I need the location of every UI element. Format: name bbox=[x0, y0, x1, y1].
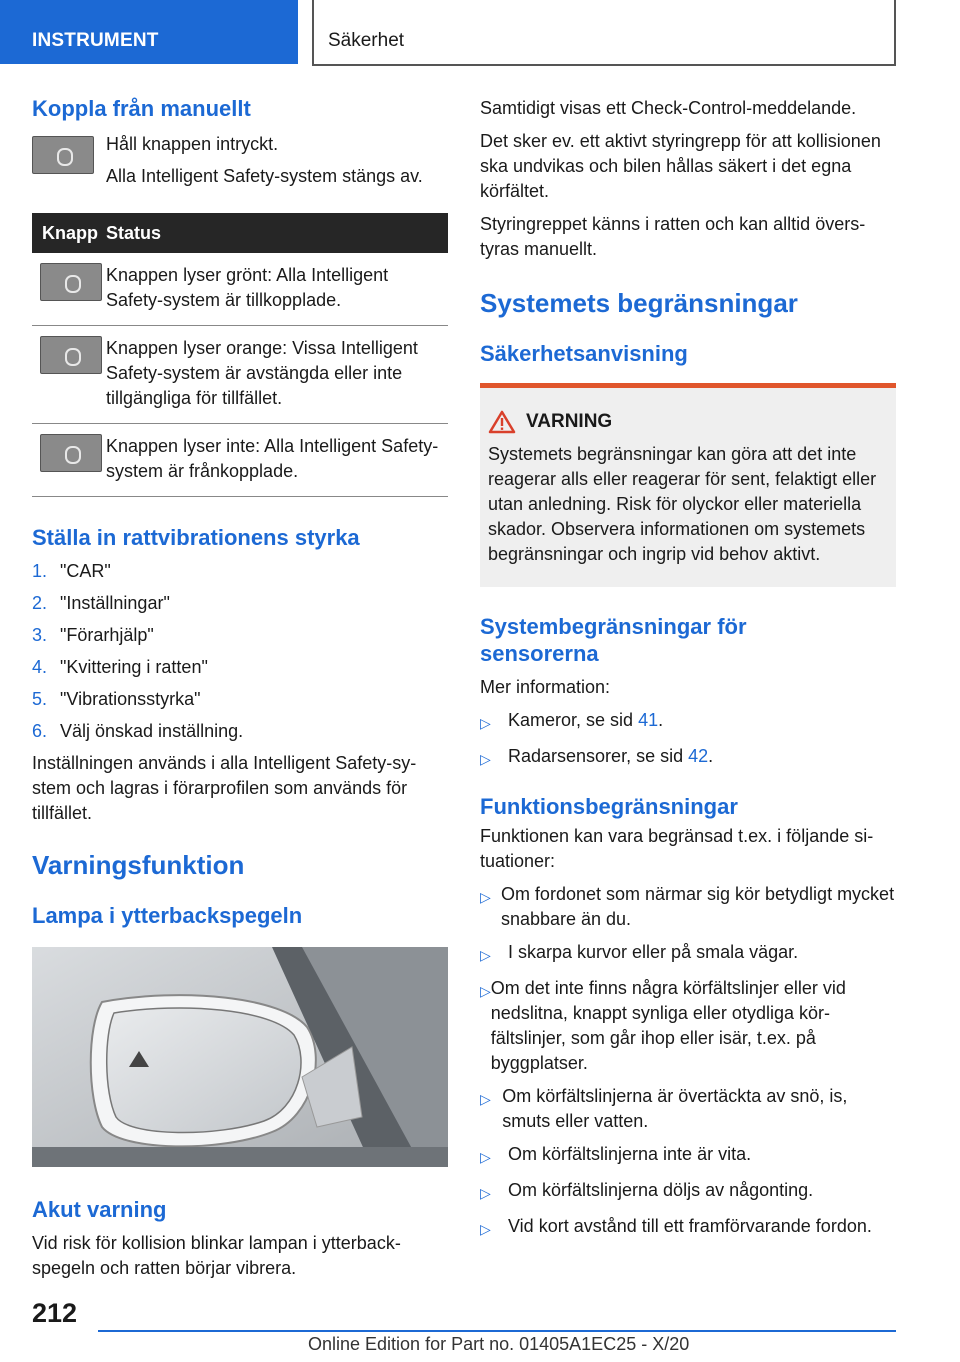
table-row bbox=[32, 424, 448, 497]
function-intro: Funktionen kan vara begränsad t.ex. i följande situationer: bbox=[480, 826, 874, 871]
sensor-list bbox=[480, 708, 896, 772]
mirror-illustration bbox=[32, 947, 448, 1167]
warning-title: VARNING bbox=[526, 411, 613, 432]
list-item: 4. "Kvittering i ratten" bbox=[32, 657, 208, 677]
paragraph: Styringreppet känns i ratten och kan alltid överstyras manuellt. bbox=[480, 214, 866, 259]
more-info: Mer information: bbox=[480, 677, 611, 697]
page-link[interactable]: 41 bbox=[638, 710, 659, 730]
list-item: ▷ Kameror, se sid 41. bbox=[480, 708, 896, 736]
function-list bbox=[480, 882, 896, 1242]
heading-safety-notice: Säkerhetsanvisning bbox=[480, 341, 688, 366]
bullet-triangle-icon: ▷ bbox=[480, 1221, 491, 1237]
col-header-status: Status bbox=[106, 213, 448, 253]
chapter-title: Säkerhet bbox=[312, 0, 896, 66]
heading-mirror-lamp: Lampa i ytterbackspegeln bbox=[32, 903, 303, 928]
acute-warning-text: Vid risk för kollision blinkar lampan i ytterbackspegeln och ratten börjar vibrera. bbox=[32, 1233, 401, 1278]
left-column bbox=[32, 96, 448, 1281]
list-item: 3. "Förarhjälp" bbox=[32, 625, 154, 645]
page-number: 212 bbox=[32, 1298, 78, 1328]
heading-system-limits: Systemets begränsningar bbox=[480, 288, 798, 318]
bullet-triangle-icon: ▷ bbox=[480, 947, 491, 963]
bullet-triangle-icon: ▷ bbox=[480, 1091, 491, 1107]
manual-line-2: Alla Intelligent Safety-system stängs av. bbox=[106, 166, 423, 186]
safety-button-icon bbox=[40, 263, 102, 301]
bullet-triangle-icon: ▷ bbox=[480, 715, 491, 731]
safety-button-icon bbox=[40, 434, 102, 472]
safety-button-icon bbox=[32, 136, 94, 174]
bullet-triangle-icon: ▷ bbox=[480, 751, 491, 767]
table-row bbox=[32, 326, 448, 424]
list-item: 1. "CAR" bbox=[32, 561, 111, 581]
status-cell: Knappen lyser grönt: Alla Intelligent Safety-system är tillkopplade. bbox=[106, 253, 448, 326]
bullet-triangle-icon: ▷ bbox=[480, 983, 491, 999]
heading-manual-off: Koppla från manuellt bbox=[32, 96, 251, 121]
list-item: ▷ Om körfältslinjerna är övertäckta av snö, is, smuts eller vatten. bbox=[480, 1084, 896, 1134]
list-item: ▷ Om det inte finns några körfältslinjer eller vid nedslitna, knappt synliga eller otydliga körfältslinjer, som går ihop eller isär, t.ex. på byggplatser. bbox=[480, 976, 896, 1076]
bullet-triangle-icon: ▷ bbox=[480, 889, 491, 905]
footer-divider bbox=[98, 1330, 896, 1332]
manual-off-block bbox=[32, 132, 448, 189]
heading-sensor-limits: Systembegränsningar för sensorerna bbox=[480, 614, 747, 666]
safety-button-icon bbox=[40, 336, 102, 374]
list-item: 6. Välj önskad inställning. bbox=[32, 721, 244, 741]
heading-acute-warning: Akut varning bbox=[32, 1197, 167, 1222]
vibration-note: Inställningen används i alla Intelligent Safety-system och lagras i förarprofilen som används för tillfället. bbox=[32, 753, 417, 823]
status-cell: Knappen lyser inte: Alla Intelligent Safety-system är frånkopplade. bbox=[106, 424, 448, 497]
list-item: ▷ Vid kort avstånd till ett framförvarande fordon. bbox=[480, 1214, 896, 1242]
list-item: ▷ Radarsensorer, se sid 42. bbox=[480, 744, 896, 772]
status-cell: Knappen lyser orange: Vissa Intelligent Safety-system är avstängda eller inte tillgängliga för tillfället. bbox=[106, 326, 448, 424]
table-row bbox=[32, 253, 448, 326]
col-header-button: Knapp bbox=[32, 213, 106, 253]
warning-triangle-icon bbox=[488, 410, 516, 434]
heading-warning-function: Varningsfunktion bbox=[32, 850, 245, 880]
heading-function-limits: Funktionsbegränsningar bbox=[480, 794, 738, 819]
steps-list bbox=[32, 559, 448, 744]
list-item: ▷ I skarpa kurvor eller på smala vägar. bbox=[480, 940, 896, 968]
paragraph: Det sker ev. ett aktivt styringrepp för att kollisionen ska undvikas och bilen hållas säkert i det egna körfältet. bbox=[480, 131, 881, 201]
list-item: 2. "Inställningar" bbox=[32, 593, 170, 613]
page-link[interactable]: 42 bbox=[688, 746, 709, 766]
list-item: ▷ Om körfältslinjerna inte är vita. bbox=[480, 1142, 896, 1170]
bullet-triangle-icon: ▷ bbox=[480, 1185, 491, 1201]
warning-text: Systemets begränsningar kan göra att det inte reagerar alls eller reagerar för sent, felaktigt eller utan anledning. Risk för olyckor eller materiella skador. Observera informationen om systemets begränsningar och ingrip vid behov aktivt. bbox=[488, 444, 877, 564]
paragraph: Samtidigt visas ett Check-Control-meddelande. bbox=[480, 98, 857, 118]
status-table bbox=[32, 213, 448, 497]
manual-line-1: Håll knappen intryckt. bbox=[106, 134, 279, 154]
edition-footer: Online Edition for Part no. 01405A1EC25 - X/20 bbox=[308, 1334, 690, 1354]
section-tab[interactable]: INSTRUMENT bbox=[0, 0, 298, 64]
list-item: 5. "Vibrationsstyrka" bbox=[32, 689, 201, 709]
warning-box bbox=[480, 383, 896, 587]
list-item: ▷ Om körfältslinjerna döljs av någonting. bbox=[480, 1178, 896, 1206]
heading-vibration: Ställa in rattvibrationens styrka bbox=[32, 525, 360, 550]
list-item: ▷ Om fordonet som närmar sig kör betydligt mycket snabbare än du. bbox=[480, 882, 896, 932]
bullet-triangle-icon: ▷ bbox=[480, 1149, 491, 1165]
right-column bbox=[480, 96, 896, 1250]
